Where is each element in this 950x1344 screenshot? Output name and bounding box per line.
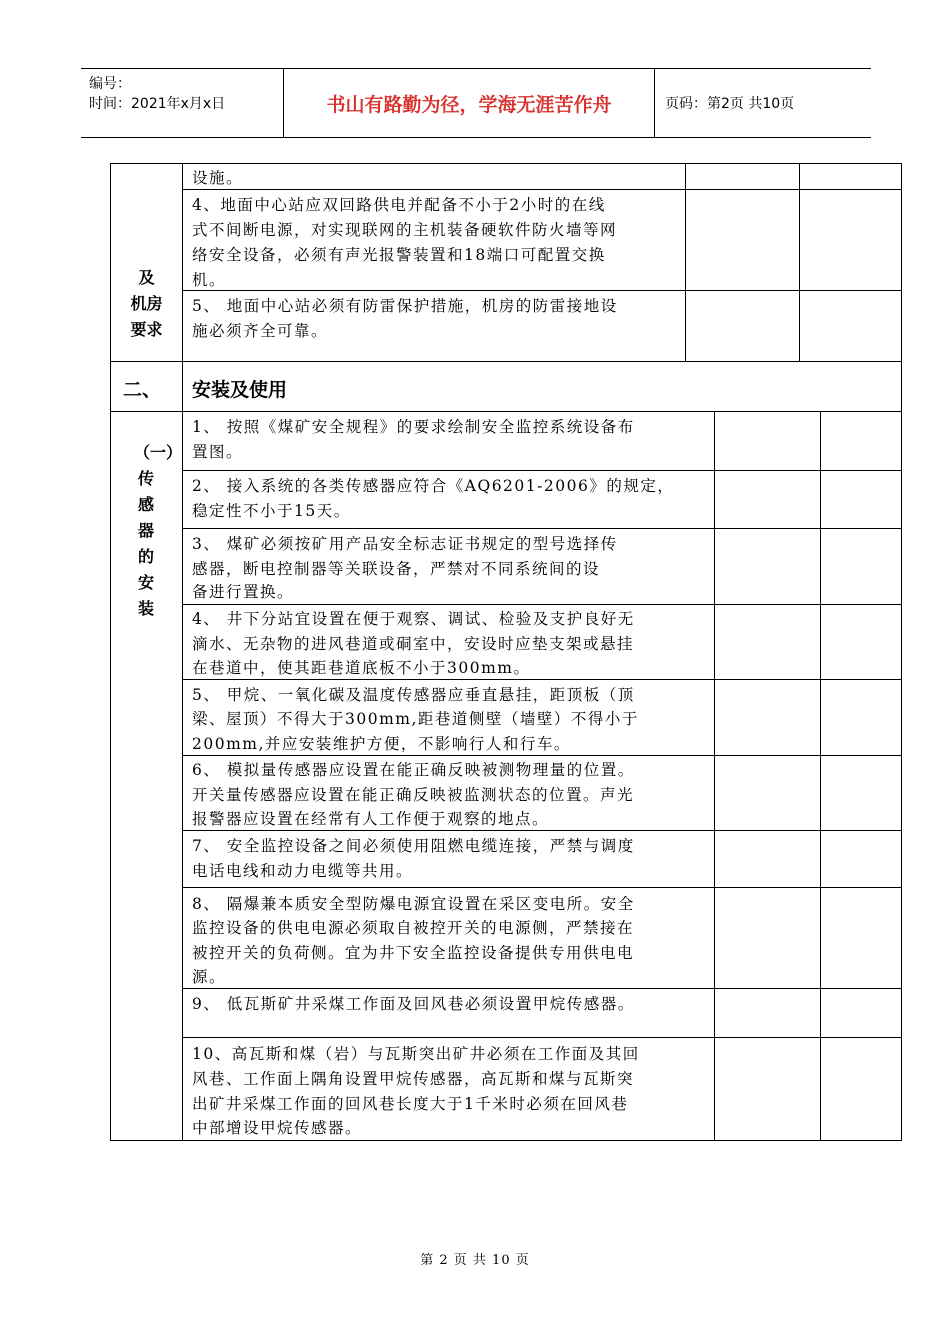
- page-info: 页码：第2页 共10页: [665, 96, 795, 112]
- row-divider: [182, 1037, 902, 1038]
- sensor-row-6-line-1: 6、 模拟量传感器应设置在能正确反映被测物理量的位置。: [192, 761, 635, 779]
- sensor-row-4-line-3: 在巷道中，使其距巷道底板不小于300mm。: [192, 659, 531, 677]
- row-divider: [182, 290, 902, 291]
- section-number: 二、: [123, 379, 162, 401]
- sensor-row-4-line-2: 滴水、无杂物的进风巷道或硐室中，安设时应垫支架或悬挂: [192, 635, 635, 653]
- sensor-row-9-line-1: 9、 低瓦斯矿井采煤工作面及回风巷必须设置甲烷传感器。: [192, 995, 635, 1013]
- sensor-row-2-line-1: 2、 接入系统的各类传感器应符合《AQ6201-2006》的规定，: [192, 477, 675, 495]
- document-header: [81, 68, 871, 138]
- sensor-section-label: （一）传感器的安装: [134, 443, 183, 618]
- sensor-row-1-line-1: 1、 按照《煤矿安全规程》的要求绘制安全监控系统设备布: [192, 418, 635, 436]
- room-label-3: 要求: [130, 320, 163, 339]
- sensor-row-8-line-1: 8、 隔爆兼本质安全型防爆电源宜设置在采区变电所。安全: [192, 895, 635, 913]
- row-divider: [110, 411, 902, 412]
- section-title: 安装及使用: [192, 379, 288, 401]
- number-label: 编号：: [89, 76, 131, 92]
- room-row-3-line-2: 施必须齐全可靠。: [192, 322, 329, 340]
- table-border: [714, 411, 715, 1141]
- table-border: [110, 163, 902, 164]
- sensor-row-1-line-2: 置图。: [192, 443, 244, 461]
- room-row-3-line-1: 5、 地面中心站必须有防雷保护措施，机房的防雷接地设: [192, 297, 618, 315]
- sensor-row-10-line-2: 风巷、工作面上隅角设置甲烷传感器，高瓦斯和煤与瓦斯突: [192, 1070, 635, 1088]
- sensor-row-8-line-4: 源。: [192, 968, 227, 986]
- table-border: [799, 163, 800, 361]
- row-divider: [182, 528, 902, 529]
- row-divider: [182, 189, 902, 190]
- sensor-row-5-line-3: 200mm,并应安装维护方便，不影响行人和行车。: [192, 735, 571, 753]
- page-footer: 第 2 页 共 10 页: [420, 1253, 530, 1268]
- room-row-2-line-1: 4、地面中心站应双回路供电并配备不小于2小时的在线: [192, 196, 606, 214]
- time-label: 时间：2021年x月x日: [89, 96, 226, 112]
- header-meta: [81, 69, 283, 137]
- sensor-row-4-line-1: 4、 井下分站宜设置在便于观察、调试、检验及支护良好无: [192, 610, 635, 628]
- row-divider: [182, 887, 902, 888]
- table-border: [685, 163, 686, 361]
- room-row-2-line-4: 机。: [192, 271, 227, 289]
- sensor-row-3-line-3: 备进行置换。: [192, 583, 295, 601]
- sensor-row-10-line-4: 中部增设甲烷传感器。: [192, 1119, 363, 1137]
- sensor-row-6-line-2: 开关量传感器应设置在能正确反映被监测状态的位置。声光: [192, 786, 635, 804]
- row-divider: [182, 470, 902, 471]
- sensor-row-7-line-2: 电话电线和动力电缆等共用。: [192, 862, 414, 880]
- table-border: [901, 163, 902, 1141]
- sensor-row-8-line-2: 监控设备的供电电源必须取自被控开关的电源侧，严禁接在: [192, 919, 635, 937]
- room-row-1-line-1: 设施。: [192, 169, 244, 187]
- sensor-row-5-line-2: 梁、屋顶）不得大于300mm,距巷道侧壁（墙壁）不得小于: [192, 710, 639, 728]
- sensor-row-8-line-3: 被控开关的负荷侧。宜为井下安全监控设备提供专用供电电: [192, 944, 635, 962]
- room-label-2: 机房: [130, 294, 163, 313]
- motto: 书山有路勤为径，学海无涯苦作舟: [326, 93, 612, 116]
- row-divider: [110, 361, 902, 362]
- sensor-row-10-line-3: 出矿井采煤工作面的回风巷长度大于1千米时必须在回风巷: [192, 1095, 629, 1113]
- header-divider: [654, 69, 655, 137]
- table-border: [820, 411, 821, 1141]
- sensor-row-5-line-1: 5、 甲烷、一氧化碳及温度传感器应垂直悬挂，距顶板（顶: [192, 686, 635, 704]
- sensor-row-3-line-2: 感器，断电控制器等关联设备，严禁对不同系统间的设: [192, 560, 601, 578]
- row-divider: [182, 988, 902, 989]
- sensor-row-10-line-1: 10、高瓦斯和煤（岩）与瓦斯突出矿井必须在工作面及其回: [192, 1045, 640, 1063]
- sensor-row-3-line-1: 3、 煤矿必须按矿用产品安全标志证书规定的型号选择传: [192, 535, 618, 553]
- room-row-2-line-2: 式不间断电源，对实现联网的主机装备硬软件防火墙等网: [192, 221, 618, 239]
- room-row-2-line-3: 络安全设备，必须有声光报警装置和18端口可配置交换: [192, 246, 606, 264]
- sensor-row-7-line-1: 7、 安全监控设备之间必须使用阻燃电缆连接，严禁与调度: [192, 837, 635, 855]
- table-border: [182, 163, 183, 1141]
- sensor-row-2-line-2: 稳定性不小于15天。: [192, 502, 351, 520]
- room-label-1: 及: [138, 268, 155, 287]
- sensor-row-6-line-3: 报警器应设置在经常有人工作便于观察的地点。: [192, 810, 550, 828]
